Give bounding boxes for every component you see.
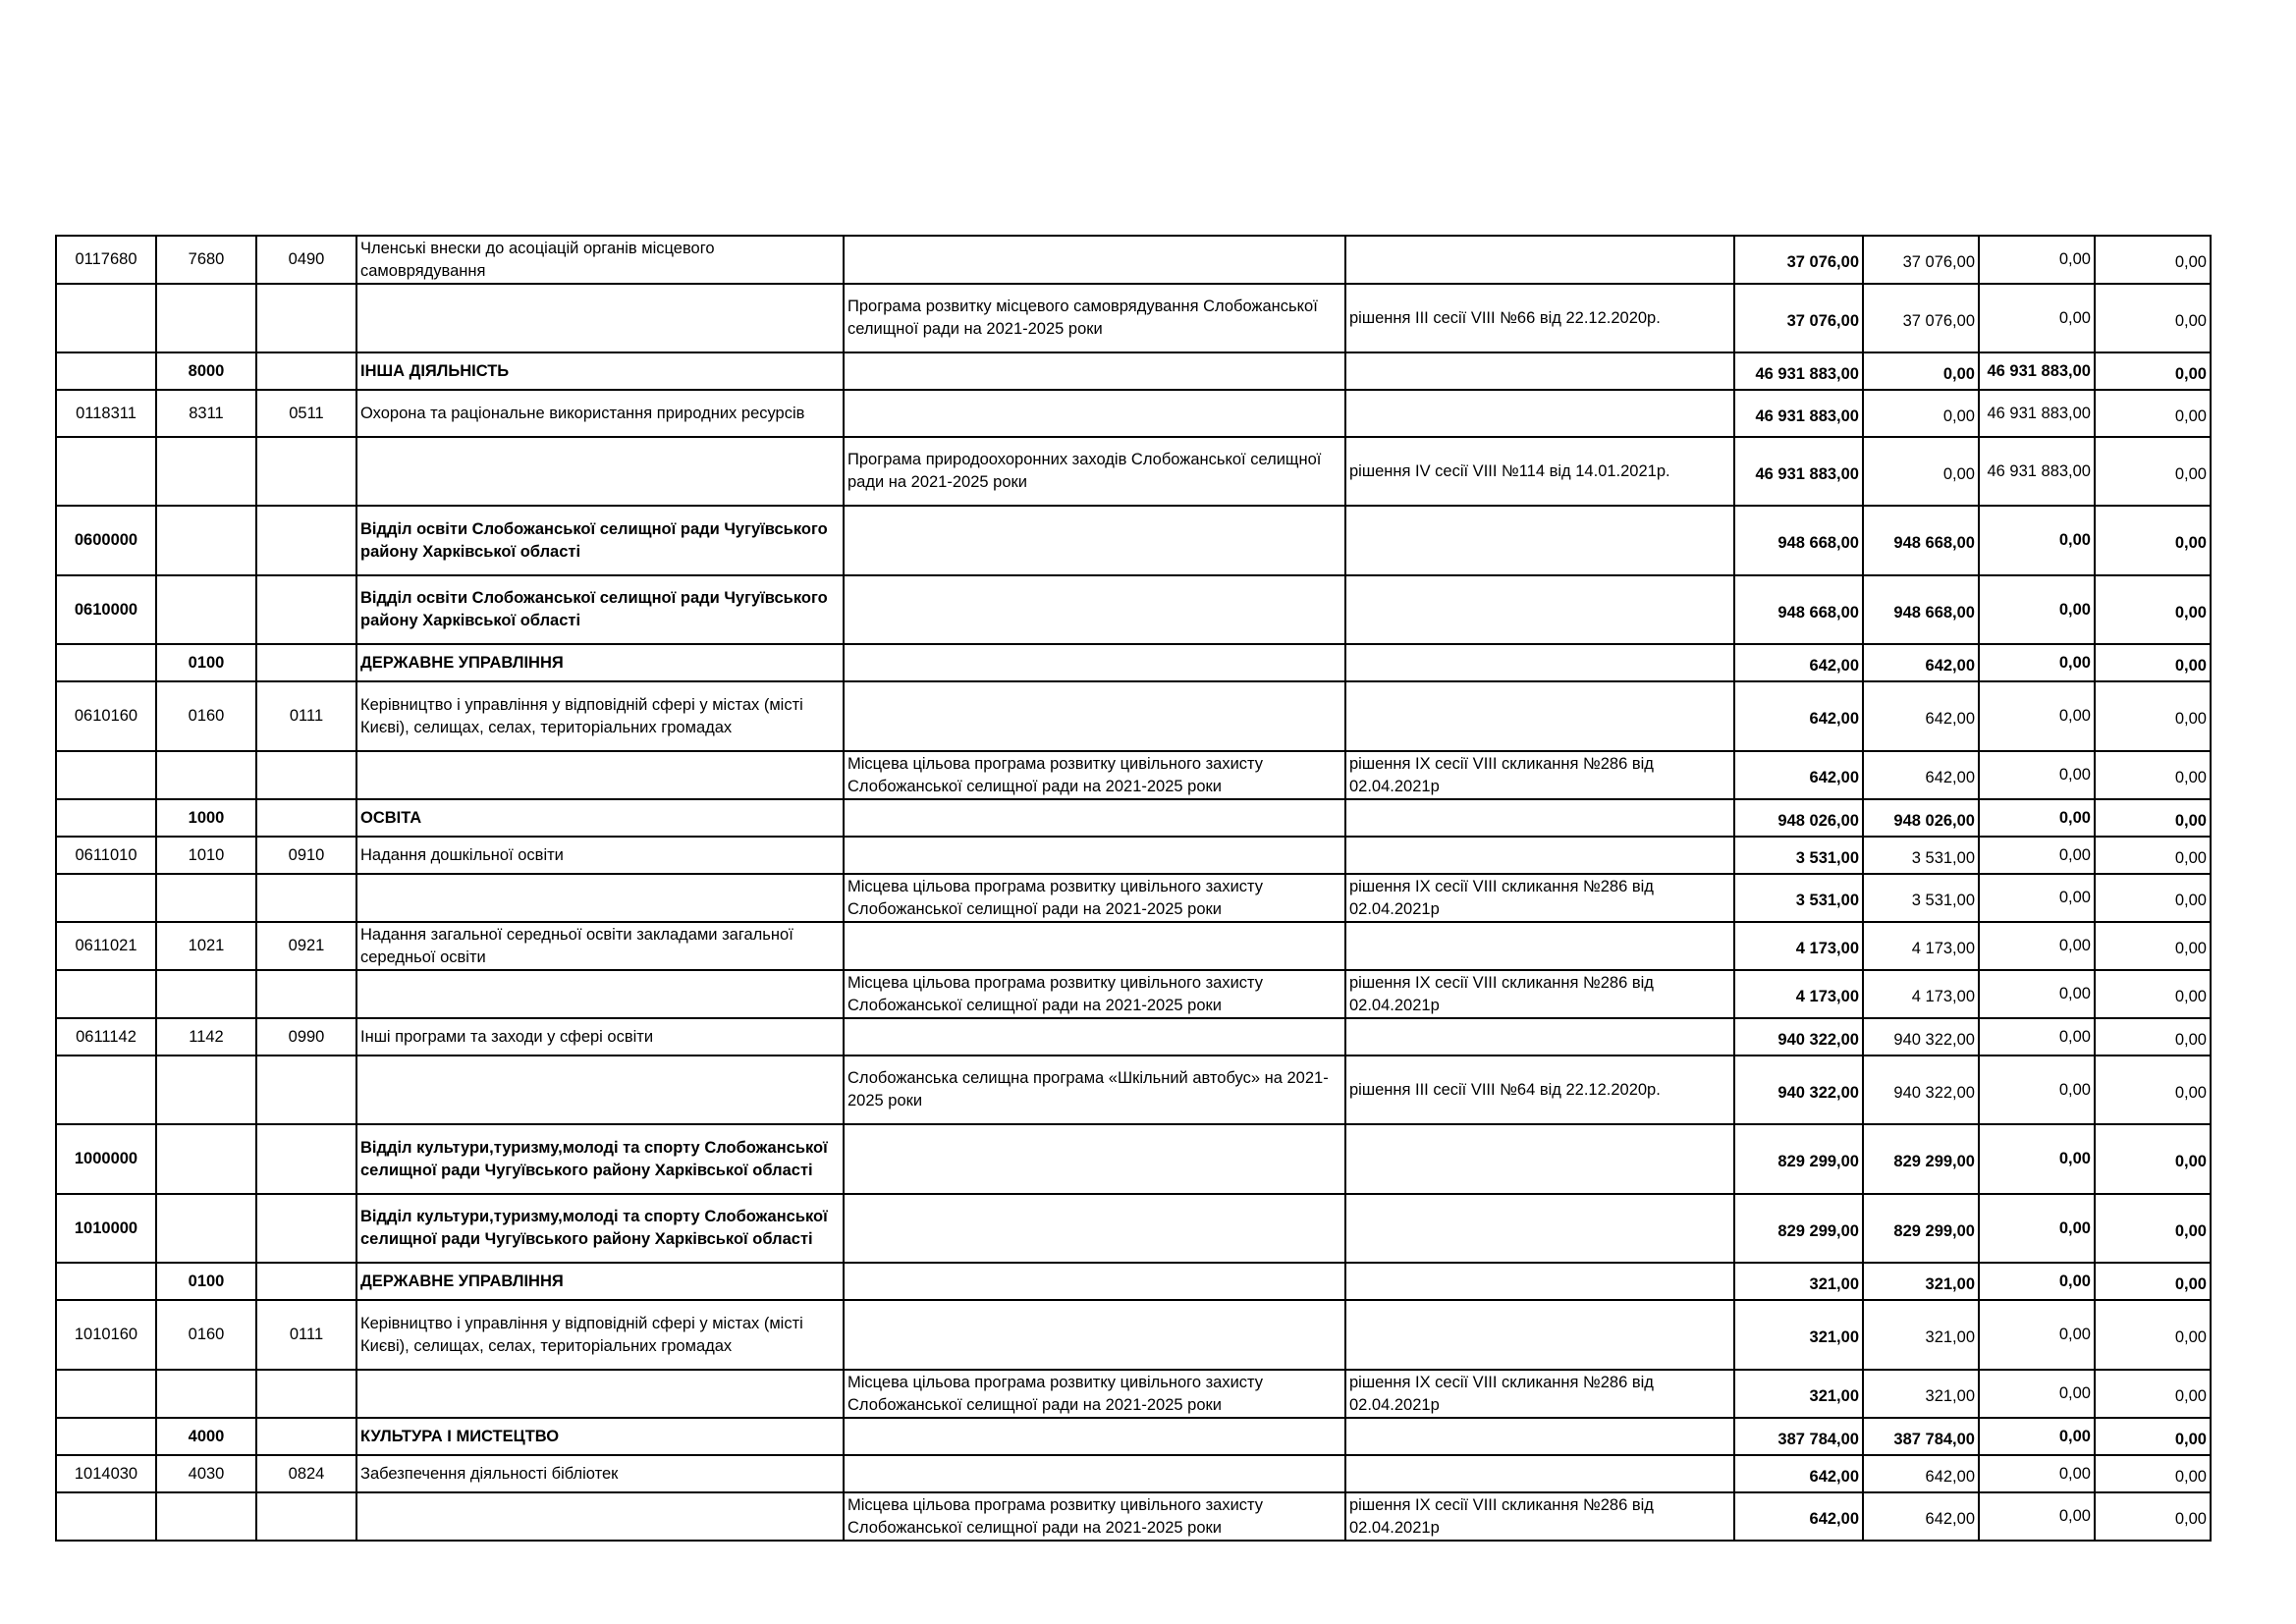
special-fund-cell: 0,00 — [1979, 1018, 2095, 1056]
table-row — [56, 1455, 2211, 1492]
table-row — [56, 1194, 2211, 1263]
local-program-cell — [844, 1124, 1345, 1194]
kfkv-cell — [256, 1194, 356, 1263]
special-fund-cell: 46 931 883,00 — [1979, 437, 2095, 506]
kfkv-cell — [256, 1124, 356, 1194]
development-budget-cell: 0,00 — [2095, 1370, 2211, 1418]
local-program-cell: Програма природоохоронних заходів Слобожанської селищної ради на 2021-2025 роки — [844, 437, 1345, 506]
decision-cell — [1345, 1300, 1734, 1370]
local-program-cell — [844, 837, 1345, 874]
local-program-cell: Місцева цільова програма розвитку цивільного захисту Слобожанської селищної ради на 2021-2025 роки — [844, 874, 1345, 922]
kpkv-cell: 1010000 — [56, 1194, 156, 1263]
program-name-cell — [356, 284, 844, 352]
tpkv-cell — [156, 575, 256, 644]
table-row — [56, 751, 2211, 799]
general-fund-cell: 321,00 — [1863, 1370, 1979, 1418]
tpkv-cell: 1000 — [156, 799, 256, 837]
kpkv-cell — [56, 1418, 156, 1455]
development-budget-cell: 0,00 — [2095, 799, 2211, 837]
general-fund-cell: 0,00 — [1863, 437, 1979, 506]
tpkv-cell: 0100 — [156, 644, 256, 681]
development-budget-cell: 0,00 — [2095, 1056, 2211, 1124]
kpkv-cell: 0611021 — [56, 922, 156, 970]
special-fund-cell: 0,00 — [1979, 1492, 2095, 1541]
program-name-cell: ІНША ДІЯЛЬНІСТЬ — [356, 352, 844, 390]
tpkv-cell: 4000 — [156, 1418, 256, 1455]
general-fund-cell: 321,00 — [1863, 1263, 1979, 1300]
tpkv-cell: 1010 — [156, 837, 256, 874]
program-name-cell: Керівництво і управління у відповідній сфері у містах (місті Києві), селищах, селах, територіальних громадах — [356, 681, 844, 751]
program-name-cell — [356, 1056, 844, 1124]
kfkv-cell: 0921 — [256, 922, 356, 970]
total-amount-cell: 948 668,00 — [1734, 575, 1863, 644]
development-budget-cell: 0,00 — [2095, 874, 2211, 922]
decision-cell — [1345, 922, 1734, 970]
program-name-cell: ДЕРЖАВНЕ УПРАВЛІННЯ — [356, 644, 844, 681]
total-amount-cell: 37 076,00 — [1734, 236, 1863, 284]
development-budget-cell: 0,00 — [2095, 284, 2211, 352]
development-budget-cell: 0,00 — [2095, 236, 2211, 284]
general-fund-cell: 940 322,00 — [1863, 1018, 1979, 1056]
decision-cell — [1345, 1194, 1734, 1263]
total-amount-cell: 829 299,00 — [1734, 1194, 1863, 1263]
general-fund-cell: 0,00 — [1863, 352, 1979, 390]
tpkv-cell — [156, 970, 256, 1018]
local-program-cell — [844, 1194, 1345, 1263]
general-fund-cell: 642,00 — [1863, 1455, 1979, 1492]
tpkv-cell: 0160 — [156, 681, 256, 751]
program-name-cell: Забезпечення діяльності бібліотек — [356, 1455, 844, 1492]
local-program-cell — [844, 922, 1345, 970]
special-fund-cell: 0,00 — [1979, 1056, 2095, 1124]
kfkv-cell — [256, 751, 356, 799]
kpkv-cell — [56, 1370, 156, 1418]
decision-cell — [1345, 1124, 1734, 1194]
development-budget-cell: 0,00 — [2095, 1124, 2211, 1194]
general-fund-cell: 948 668,00 — [1863, 575, 1979, 644]
development-budget-cell: 0,00 — [2095, 1418, 2211, 1455]
special-fund-cell: 0,00 — [1979, 837, 2095, 874]
total-amount-cell: 46 931 883,00 — [1734, 352, 1863, 390]
total-amount-cell: 642,00 — [1734, 1455, 1863, 1492]
decision-cell: рішення IX сесії VIII скликання №286 від 02.04.2021р — [1345, 751, 1734, 799]
program-name-cell: КУЛЬТУРА І МИСТЕЦТВО — [356, 1418, 844, 1455]
development-budget-cell: 0,00 — [2095, 1455, 2211, 1492]
tpkv-cell: 1142 — [156, 1018, 256, 1056]
kfkv-cell — [256, 1418, 356, 1455]
general-fund-cell: 37 076,00 — [1863, 236, 1979, 284]
general-fund-cell: 3 531,00 — [1863, 837, 1979, 874]
general-fund-cell: 37 076,00 — [1863, 284, 1979, 352]
tpkv-cell — [156, 1492, 256, 1541]
tpkv-cell: 7680 — [156, 236, 256, 284]
special-fund-cell: 0,00 — [1979, 922, 2095, 970]
table-row — [56, 970, 2211, 1018]
general-fund-cell: 4 173,00 — [1863, 922, 1979, 970]
development-budget-cell: 0,00 — [2095, 644, 2211, 681]
total-amount-cell: 321,00 — [1734, 1370, 1863, 1418]
kfkv-cell — [256, 874, 356, 922]
tpkv-cell: 8311 — [156, 390, 256, 437]
program-name-cell — [356, 751, 844, 799]
development-budget-cell: 0,00 — [2095, 1018, 2211, 1056]
kfkv-cell: 0111 — [256, 1300, 356, 1370]
kpkv-cell — [56, 874, 156, 922]
kpkv-cell — [56, 1492, 156, 1541]
table-row — [56, 390, 2211, 437]
general-fund-cell: 3 531,00 — [1863, 874, 1979, 922]
table-row — [56, 575, 2211, 644]
decision-cell — [1345, 236, 1734, 284]
local-program-cell — [844, 390, 1345, 437]
kfkv-cell — [256, 970, 356, 1018]
kfkv-cell: 0910 — [256, 837, 356, 874]
special-fund-cell: 0,00 — [1979, 751, 2095, 799]
program-name-cell: Керівництво і управління у відповідній сфері у містах (місті Києві), селищах, селах, територіальних громадах — [356, 1300, 844, 1370]
program-name-cell: Відділ освіти Слобожанської селищної ради Чугуївського району Харківської області — [356, 506, 844, 575]
development-budget-cell: 0,00 — [2095, 352, 2211, 390]
general-fund-cell: 829 299,00 — [1863, 1194, 1979, 1263]
development-budget-cell: 0,00 — [2095, 506, 2211, 575]
table-row — [56, 1056, 2211, 1124]
program-name-cell: Відділ культури,туризму,молоді та спорту Слобожанської селищної ради Чугуївського району Харківської області — [356, 1124, 844, 1194]
total-amount-cell: 3 531,00 — [1734, 874, 1863, 922]
total-amount-cell: 940 322,00 — [1734, 1018, 1863, 1056]
tpkv-cell — [156, 874, 256, 922]
table-row — [56, 1018, 2211, 1056]
local-program-cell: Слобожанська селищна програма «Шкільний автобус» на 2021-2025 роки — [844, 1056, 1345, 1124]
kpkv-cell: 0611010 — [56, 837, 156, 874]
local-program-cell — [844, 681, 1345, 751]
kfkv-cell — [256, 799, 356, 837]
local-program-cell — [844, 236, 1345, 284]
development-budget-cell: 0,00 — [2095, 751, 2211, 799]
general-fund-cell: 642,00 — [1863, 644, 1979, 681]
decision-cell — [1345, 506, 1734, 575]
total-amount-cell: 37 076,00 — [1734, 284, 1863, 352]
local-program-cell — [844, 575, 1345, 644]
special-fund-cell: 46 931 883,00 — [1979, 352, 2095, 390]
table-row — [56, 437, 2211, 506]
tpkv-cell — [156, 751, 256, 799]
kfkv-cell — [256, 1492, 356, 1541]
general-fund-cell: 387 784,00 — [1863, 1418, 1979, 1455]
decision-cell — [1345, 390, 1734, 437]
special-fund-cell: 0,00 — [1979, 681, 2095, 751]
table-row — [56, 874, 2211, 922]
decision-cell — [1345, 575, 1734, 644]
decision-cell — [1345, 837, 1734, 874]
kfkv-cell — [256, 352, 356, 390]
table-row — [56, 236, 2211, 284]
development-budget-cell: 0,00 — [2095, 1194, 2211, 1263]
program-name-cell — [356, 1492, 844, 1541]
total-amount-cell: 948 026,00 — [1734, 799, 1863, 837]
special-fund-cell: 46 931 883,00 — [1979, 390, 2095, 437]
kpkv-cell — [56, 751, 156, 799]
general-fund-cell: 642,00 — [1863, 681, 1979, 751]
kpkv-cell — [56, 970, 156, 1018]
tpkv-cell — [156, 1370, 256, 1418]
development-budget-cell: 0,00 — [2095, 1300, 2211, 1370]
kpkv-cell — [56, 644, 156, 681]
tpkv-cell: 8000 — [156, 352, 256, 390]
decision-cell — [1345, 681, 1734, 751]
local-program-cell — [844, 1263, 1345, 1300]
table-row — [56, 506, 2211, 575]
general-fund-cell: 0,00 — [1863, 390, 1979, 437]
program-name-cell — [356, 874, 844, 922]
program-name-cell: Охорона та раціональне використання природних ресурсів — [356, 390, 844, 437]
decision-cell — [1345, 1455, 1734, 1492]
table-row — [56, 922, 2211, 970]
local-program-cell — [844, 1418, 1345, 1455]
kpkv-cell — [56, 799, 156, 837]
total-amount-cell: 321,00 — [1734, 1263, 1863, 1300]
special-fund-cell: 0,00 — [1979, 874, 2095, 922]
total-amount-cell: 46 931 883,00 — [1734, 437, 1863, 506]
total-amount-cell: 46 931 883,00 — [1734, 390, 1863, 437]
local-program-cell — [844, 644, 1345, 681]
program-name-cell: Надання загальної середньої освіти закладами загальної середньої освіти — [356, 922, 844, 970]
table-row — [56, 644, 2211, 681]
special-fund-cell: 0,00 — [1979, 1300, 2095, 1370]
program-name-cell — [356, 437, 844, 506]
tpkv-cell: 1021 — [156, 922, 256, 970]
kpkv-cell: 0117680 — [56, 236, 156, 284]
tpkv-cell — [156, 506, 256, 575]
general-fund-cell: 948 026,00 — [1863, 799, 1979, 837]
tpkv-cell — [156, 1124, 256, 1194]
tpkv-cell — [156, 1056, 256, 1124]
development-budget-cell: 0,00 — [2095, 681, 2211, 751]
program-name-cell: ОСВІТА — [356, 799, 844, 837]
kfkv-cell — [256, 506, 356, 575]
program-name-cell: ДЕРЖАВНЕ УПРАВЛІННЯ — [356, 1263, 844, 1300]
decision-cell — [1345, 644, 1734, 681]
total-amount-cell: 642,00 — [1734, 644, 1863, 681]
tpkv-cell: 0160 — [156, 1300, 256, 1370]
general-fund-cell: 321,00 — [1863, 1300, 1979, 1370]
tpkv-cell: 4030 — [156, 1455, 256, 1492]
program-name-cell — [356, 1370, 844, 1418]
kfkv-cell: 0111 — [256, 681, 356, 751]
kpkv-cell: 1014030 — [56, 1455, 156, 1492]
local-program-cell: Місцева цільова програма розвитку цивільного захисту Слобожанської селищної ради на 2021-2025 роки — [844, 1370, 1345, 1418]
development-budget-cell: 0,00 — [2095, 970, 2211, 1018]
total-amount-cell: 948 668,00 — [1734, 506, 1863, 575]
local-program-cell — [844, 506, 1345, 575]
general-fund-cell: 940 322,00 — [1863, 1056, 1979, 1124]
table-row — [56, 837, 2211, 874]
decision-cell: рішення IX сесії VIII скликання №286 від 02.04.2021р — [1345, 1370, 1734, 1418]
special-fund-cell: 0,00 — [1979, 1418, 2095, 1455]
local-program-cell: Програма розвитку місцевого самоврядування Слобожанської селищної ради на 2021-2025 роки — [844, 284, 1345, 352]
special-fund-cell: 0,00 — [1979, 970, 2095, 1018]
program-name-cell: Відділ освіти Слобожанської селищної ради Чугуївського району Харківської області — [356, 575, 844, 644]
kpkv-cell: 1010160 — [56, 1300, 156, 1370]
general-fund-cell: 4 173,00 — [1863, 970, 1979, 1018]
kpkv-cell: 0118311 — [56, 390, 156, 437]
special-fund-cell: 0,00 — [1979, 284, 2095, 352]
tpkv-cell — [156, 284, 256, 352]
special-fund-cell: 0,00 — [1979, 1370, 2095, 1418]
kpkv-cell — [56, 1056, 156, 1124]
kpkv-cell: 0600000 — [56, 506, 156, 575]
table-row — [56, 1492, 2211, 1541]
kpkv-cell: 0610160 — [56, 681, 156, 751]
special-fund-cell: 0,00 — [1979, 236, 2095, 284]
kfkv-cell: 0990 — [256, 1018, 356, 1056]
special-fund-cell: 0,00 — [1979, 575, 2095, 644]
total-amount-cell: 642,00 — [1734, 1492, 1863, 1541]
local-program-cell — [844, 1300, 1345, 1370]
program-name-cell: Членські внески до асоціацій органів місцевого самоврядування — [356, 236, 844, 284]
special-fund-cell: 0,00 — [1979, 644, 2095, 681]
kpkv-cell — [56, 1263, 156, 1300]
decision-cell: рішення III сесії VIII №64 від 22.12.2020р. — [1345, 1056, 1734, 1124]
kfkv-cell — [256, 1056, 356, 1124]
general-fund-cell: 829 299,00 — [1863, 1124, 1979, 1194]
program-name-cell: Відділ культури,туризму,молоді та спорту Слобожанської селищної ради Чугуївського району Харківської області — [356, 1194, 844, 1263]
total-amount-cell: 829 299,00 — [1734, 1124, 1863, 1194]
kfkv-cell: 0511 — [256, 390, 356, 437]
development-budget-cell: 0,00 — [2095, 837, 2211, 874]
kfkv-cell — [256, 1263, 356, 1300]
kpkv-cell: 1000000 — [56, 1124, 156, 1194]
program-name-cell: Інші програми та заходи у сфері освіти — [356, 1018, 844, 1056]
total-amount-cell: 642,00 — [1734, 681, 1863, 751]
development-budget-cell: 0,00 — [2095, 922, 2211, 970]
decision-cell: рішення IX сесії VIII скликання №286 від 02.04.2021р — [1345, 874, 1734, 922]
general-fund-cell: 642,00 — [1863, 1492, 1979, 1541]
special-fund-cell: 0,00 — [1979, 799, 2095, 837]
total-amount-cell: 4 173,00 — [1734, 922, 1863, 970]
development-budget-cell: 0,00 — [2095, 437, 2211, 506]
special-fund-cell: 0,00 — [1979, 1263, 2095, 1300]
decision-cell: рішення IX сесії VIII скликання №286 від 02.04.2021р — [1345, 970, 1734, 1018]
total-amount-cell: 940 322,00 — [1734, 1056, 1863, 1124]
table-row — [56, 284, 2211, 352]
local-program-cell — [844, 1455, 1345, 1492]
local-program-cell — [844, 1018, 1345, 1056]
decision-cell: рішення III сесії VIII №66 від 22.12.2020р. — [1345, 284, 1734, 352]
kfkv-cell: 0490 — [256, 236, 356, 284]
total-amount-cell: 642,00 — [1734, 751, 1863, 799]
decision-cell: рішення IV сесії VIII №114 від 14.01.2021р. — [1345, 437, 1734, 506]
decision-cell: рішення IX сесії VIII скликання №286 від 02.04.2021р — [1345, 1492, 1734, 1541]
kpkv-cell — [56, 284, 156, 352]
decision-cell — [1345, 799, 1734, 837]
special-fund-cell: 0,00 — [1979, 1124, 2095, 1194]
general-fund-cell: 642,00 — [1863, 751, 1979, 799]
total-amount-cell: 321,00 — [1734, 1300, 1863, 1370]
special-fund-cell: 0,00 — [1979, 1455, 2095, 1492]
decision-cell — [1345, 1263, 1734, 1300]
special-fund-cell: 0,00 — [1979, 1194, 2095, 1263]
decision-cell — [1345, 352, 1734, 390]
program-name-cell — [356, 970, 844, 1018]
total-amount-cell: 3 531,00 — [1734, 837, 1863, 874]
general-fund-cell: 948 668,00 — [1863, 506, 1979, 575]
development-budget-cell: 0,00 — [2095, 390, 2211, 437]
kpkv-cell — [56, 437, 156, 506]
local-program-cell — [844, 352, 1345, 390]
kfkv-cell — [256, 1370, 356, 1418]
total-amount-cell: 387 784,00 — [1734, 1418, 1863, 1455]
budget-programs-table — [55, 235, 2212, 1542]
table-row — [56, 681, 2211, 751]
table-row — [56, 1124, 2211, 1194]
development-budget-cell: 0,00 — [2095, 1492, 2211, 1541]
special-fund-cell: 0,00 — [1979, 506, 2095, 575]
local-program-cell: Місцева цільова програма розвитку цивільного захисту Слобожанської селищної ради на 2021-2025 роки — [844, 970, 1345, 1018]
table-row — [56, 1300, 2211, 1370]
kpkv-cell: 0611142 — [56, 1018, 156, 1056]
kfkv-cell — [256, 644, 356, 681]
total-amount-cell: 4 173,00 — [1734, 970, 1863, 1018]
development-budget-cell: 0,00 — [2095, 1263, 2211, 1300]
decision-cell — [1345, 1018, 1734, 1056]
kpkv-cell: 0610000 — [56, 575, 156, 644]
kfkv-cell — [256, 437, 356, 506]
decision-cell — [1345, 1418, 1734, 1455]
table-row — [56, 1370, 2211, 1418]
table-row — [56, 1263, 2211, 1300]
local-program-cell — [844, 799, 1345, 837]
table-row — [56, 352, 2211, 390]
tpkv-cell — [156, 1194, 256, 1263]
program-name-cell: Надання дошкільної освіти — [356, 837, 844, 874]
kpkv-cell — [56, 352, 156, 390]
tpkv-cell: 0100 — [156, 1263, 256, 1300]
local-program-cell: Місцева цільова програма розвитку цивільного захисту Слобожанської селищної ради на 2021-2025 роки — [844, 751, 1345, 799]
table-row — [56, 1418, 2211, 1455]
kfkv-cell — [256, 575, 356, 644]
tpkv-cell — [156, 437, 256, 506]
kfkv-cell: 0824 — [256, 1455, 356, 1492]
development-budget-cell: 0,00 — [2095, 575, 2211, 644]
local-program-cell: Місцева цільова програма розвитку цивільного захисту Слобожанської селищної ради на 2021-2025 роки — [844, 1492, 1345, 1541]
kfkv-cell — [256, 284, 356, 352]
table-row — [56, 799, 2211, 837]
